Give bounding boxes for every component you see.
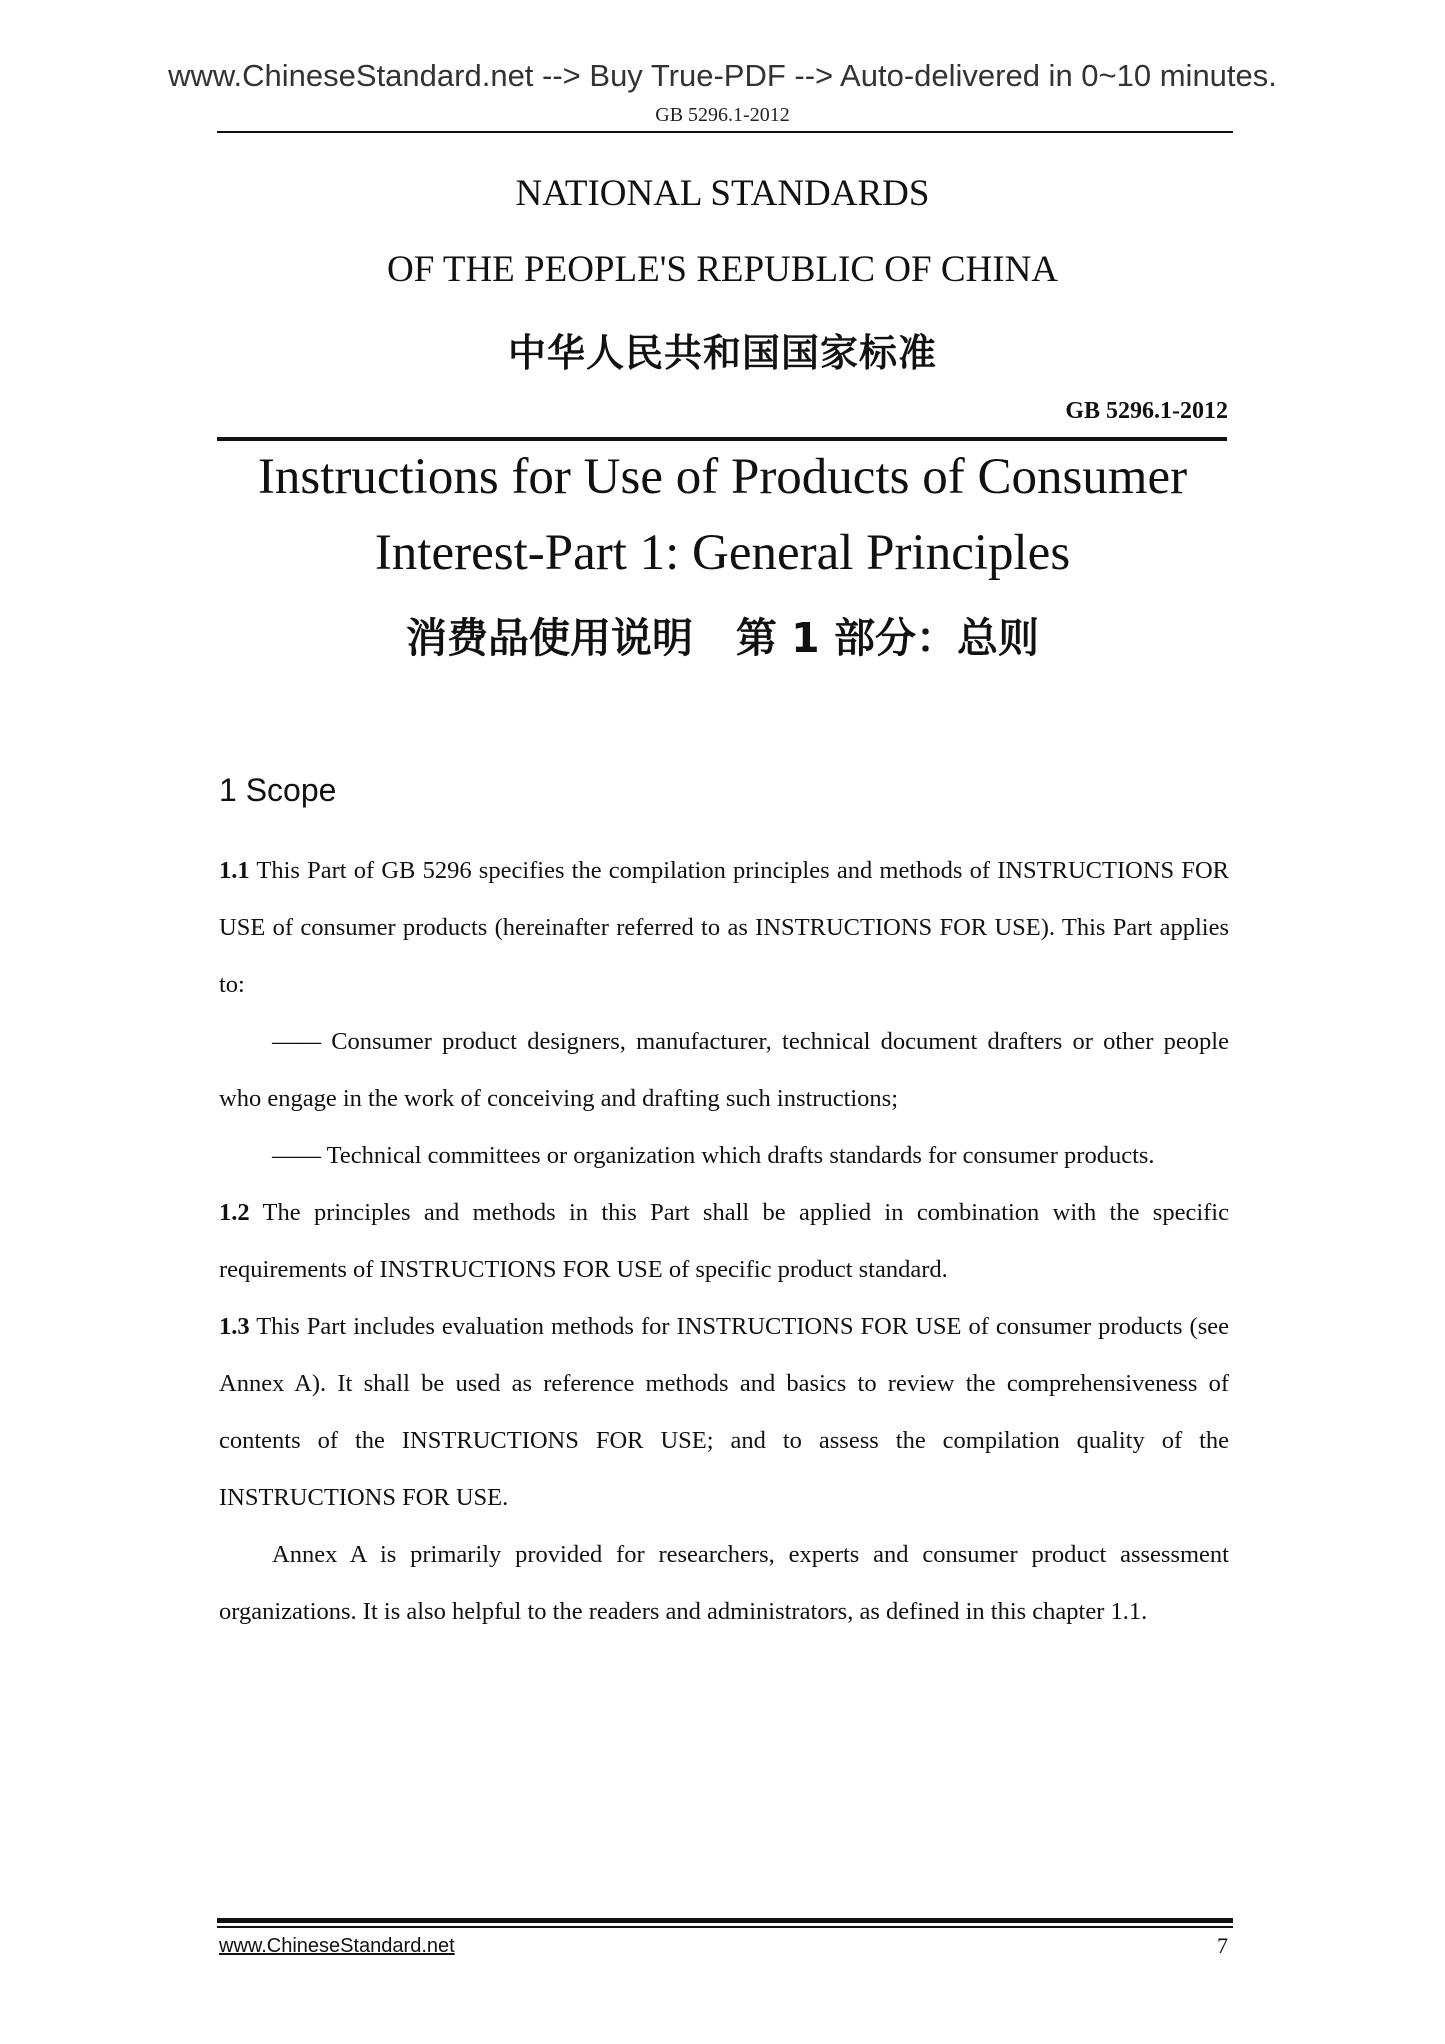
national-standards-line2: OF THE PEOPLE'S REPUBLIC OF CHINA — [386, 249, 1059, 290]
page-number: 7 — [1217, 1933, 1228, 1958]
document-title-chinese: 消费品使用说明 第 1 部分：总则 — [406, 614, 1039, 662]
bullet-item: —— Consumer product designers, manufacturer, technical document drafters or other people who engage in the work of conceiving and drafting such instructions; — [219, 1028, 1229, 1112]
clause-text: This Part of GB 5296 specifies the compilation principles and methods of INSTRUCTIONS FOR USE of consumer products (hereinafter referred to as INSTRUCTIONS FOR USE). This Part applies to: — [219, 857, 1229, 998]
clause-number: 1.2 — [219, 1199, 250, 1226]
document-title-line1: Instructions for Use of Products of Consumer — [257, 449, 1188, 505]
clause-1-3 — [219, 1298, 1229, 1526]
clause-1-1 — [219, 842, 1229, 1013]
clause-text: This Part includes evaluation methods for INSTRUCTIONS FOR USE of consumer products (see Annex A). It shall be used as reference methods and basics to review the comprehensiveness of contents of the INSTRUCTIONS FOR USE; and to assess the compilation quality of the INSTRUCTIONS FOR USE. — [219, 1313, 1229, 1511]
bullet-item: —— Technical committees or organization which drafts standards for consumer products. — [272, 1142, 1155, 1169]
scope-body — [219, 842, 1229, 1640]
footer-site-link[interactable]: www.ChineseStandard.net — [219, 1935, 455, 1957]
section-heading-scope: 1 Scope — [219, 772, 337, 808]
document-title-line2: Interest-Part 1: General Principles — [374, 525, 1071, 581]
header-rule — [217, 131, 1233, 133]
national-standards-chinese: 中华人民共和国国家标准 — [507, 331, 937, 375]
footer-rule-thick — [217, 1918, 1233, 1923]
footer-rule-thin — [217, 1926, 1233, 1928]
title-rule — [217, 437, 1227, 441]
standard-code: GB 5296.1-2012 — [1065, 398, 1228, 424]
clause-text: The principles and methods in this Part shall be applied in combination with the specific requirements of INSTRUCTIONS FOR USE of specific product standard. — [219, 1199, 1229, 1283]
clause-1-2 — [219, 1184, 1229, 1298]
running-header-code: GB 5296.1-2012 — [655, 104, 790, 126]
annex-note: Annex A is primarily provided for researchers, experts and consumer product assessment organizations. It is also helpful to the readers and administrators, as defined in this chapter 1.1. — [219, 1541, 1229, 1625]
national-standards-line1: NATIONAL STANDARDS — [515, 173, 930, 214]
top-banner: www.ChineseStandard.net --> Buy True-PDF --> Auto-delivered in 0~10 minutes. — [168, 58, 1277, 93]
clause-number: 1.1 — [219, 857, 250, 884]
clause-number: 1.3 — [219, 1313, 250, 1340]
